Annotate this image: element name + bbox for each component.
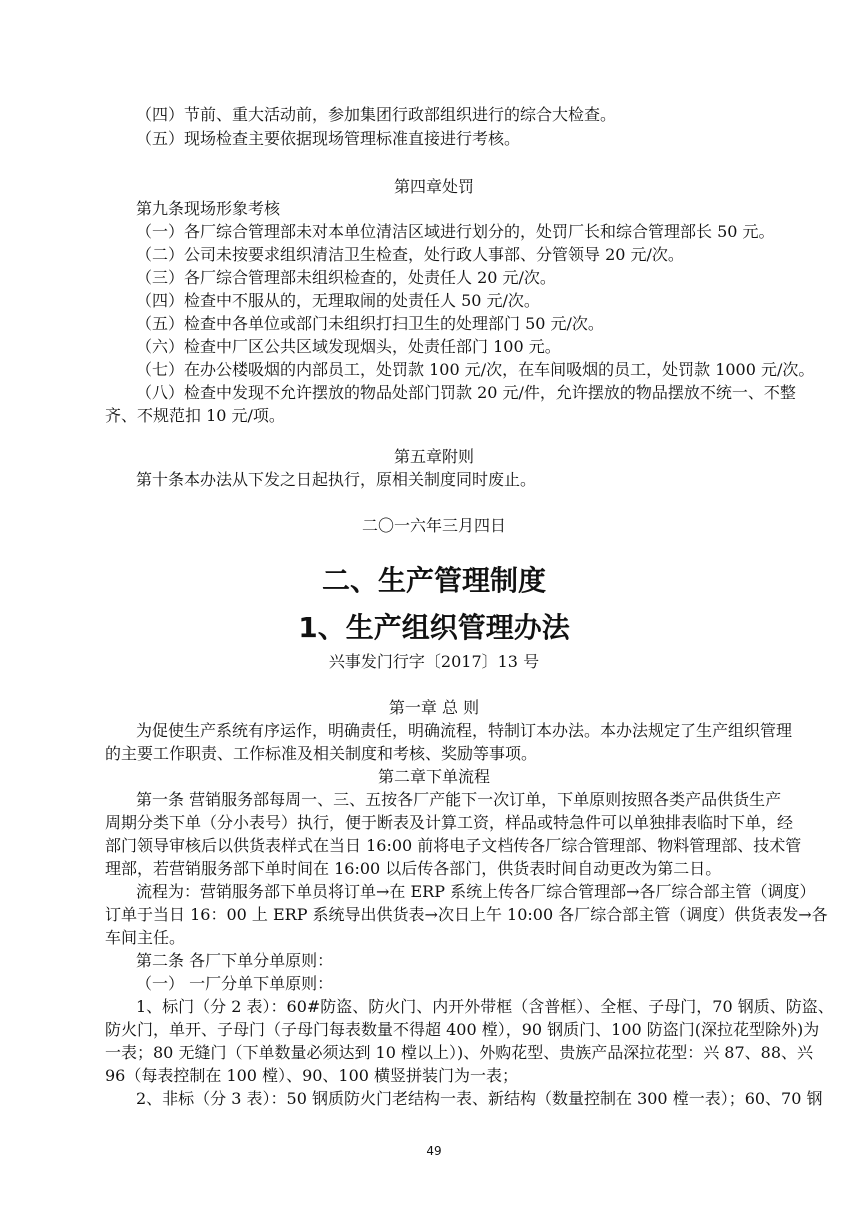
article-nine-item-continued: 齐、不规范扣 10 元/项。 bbox=[105, 406, 285, 425]
article-ten: 第十条本办法从下发之日起执行，原相关制度同时废止。 bbox=[136, 470, 537, 489]
chapter-five-title: 第五章附则 bbox=[393, 447, 474, 466]
chapter-two-title: 第二章下单流程 bbox=[377, 767, 490, 786]
article-one-line: 第一条 营销服务部每周一、三、五按各厂产能下一次订单，下单原则按照各类产品供货生产 bbox=[136, 790, 782, 809]
flow-line: 订单于当日 16：00 上 ERP 系统导出供货表→次日上午 10:00 各厂综合部主管（调度）供货表发→各 bbox=[105, 905, 828, 924]
page-number: 49 bbox=[426, 1144, 442, 1158]
article-nine-item: （二）公司未按要求组织清洁卫生检查，处行政人事部、分管领导 20 元/次。 bbox=[136, 245, 684, 264]
item-four-line: （四）节前、重大活动前，参加集团行政部组织进行的综合大检查。 bbox=[136, 105, 617, 124]
flow-line: 车间主任。 bbox=[105, 928, 186, 947]
article-nine-item: （七）在办公楼吸烟的内部员工，处罚款 100 元/次，在车间吸烟的员工，处罚款 1000 元/次。 bbox=[136, 360, 815, 379]
intro-paragraph-line: 的主要工作职责、工作标准及相关制度和考核、奖励等事项。 bbox=[105, 744, 538, 763]
date-line: 二〇一六年三月四日 bbox=[361, 516, 506, 535]
article-nine-item: （四）检查中不服从的，无理取闹的处责任人 50 元/次。 bbox=[136, 291, 540, 310]
rule-one-line: 96（每表控制在 100 樘）、90、100 横竖拼装门为一表； bbox=[105, 1066, 519, 1085]
sub-item-one: （一） 一厂分单下单原则： bbox=[136, 974, 334, 993]
article-two-line: 第二条 各厂下单分单原则： bbox=[136, 951, 334, 970]
section-title: 二、生产管理制度 bbox=[321, 564, 546, 597]
flow-line: 流程为：营销服务部下单员将订单→在 ERP 系统上传各厂综合管理部→各厂综合部主管（调度） bbox=[136, 882, 816, 901]
article-nine-item: （三）各厂综合管理部未组织检查的，处责任人 20 元/次。 bbox=[136, 268, 556, 287]
article-one-line: 周期分类下单（分小表号）执行，便于断表及计算工资，样品或特急件可以单独排表临时下单，经 bbox=[105, 813, 794, 832]
article-nine-item: （五）检查中各单位或部门未组织打扫卫生的处理部门 50 元/次。 bbox=[136, 314, 604, 333]
item-five-line: （五）现场检查主要依据现场管理标准直接进行考核。 bbox=[136, 129, 521, 148]
rule-two-line: 2、非标（分 3 表）：50 钢质防火门老结构一表、新结构（数量控制在 300 樘一表）；60、70 钢 bbox=[136, 1089, 823, 1108]
intro-paragraph-line: 为促使生产系统有序运作，明确责任，明确流程，特制订本办法。本办法规定了生产组织管理 bbox=[136, 721, 793, 740]
rule-one-line: 防火门，单开、子母门（子母门每表数量不得超 400 樘），90 钢质门、100 防盗门(深拉花型除外)为 bbox=[105, 1020, 820, 1039]
chapter-four-title: 第四章处罚 bbox=[393, 177, 474, 196]
article-one-line: 理部，若营销服务部下单时间在 16:00 以后传各部门，供货表时间自动更改为第二日。 bbox=[105, 859, 722, 878]
article-nine-item: （一）各厂综合管理部未对本单位清洁区域进行划分的，处罚厂长和综合管理部长 50 元。 bbox=[136, 222, 775, 241]
article-nine-title: 第九条现场形象考核 bbox=[136, 199, 281, 218]
article-one-line: 部门领导审核后以供货表样式在当日 16:00 前将电子文档传各厂综合管理部、物料管理部、技术管 bbox=[105, 836, 802, 855]
rule-one-line: 1、标门（分 2 表）：60#防盗、防火门、内开外带框（含普框）、全框、子母门，70 钢质、防盗、 bbox=[136, 997, 834, 1016]
chapter-one-title: 第一章 总 则 bbox=[388, 698, 480, 717]
article-nine-item: （八）检查中发现不允许摆放的物品处部门罚款 20 元/件，允许摆放的物品摆放不统一、不整 bbox=[136, 383, 796, 402]
article-nine-item: （六）检查中厂区公共区域发现烟头，处责任部门 100 元。 bbox=[136, 337, 561, 356]
section-subtitle: 1、生产组织管理办法 bbox=[298, 611, 570, 644]
rule-one-line: 一表；80 无缝门（下单数量必须达到 10 樘以上）)、外购花型、贵族产品深拉花型：兴 87、88、兴 bbox=[105, 1043, 814, 1062]
document-number: 兴事发门行字〔2017〕13 号 bbox=[328, 652, 540, 671]
